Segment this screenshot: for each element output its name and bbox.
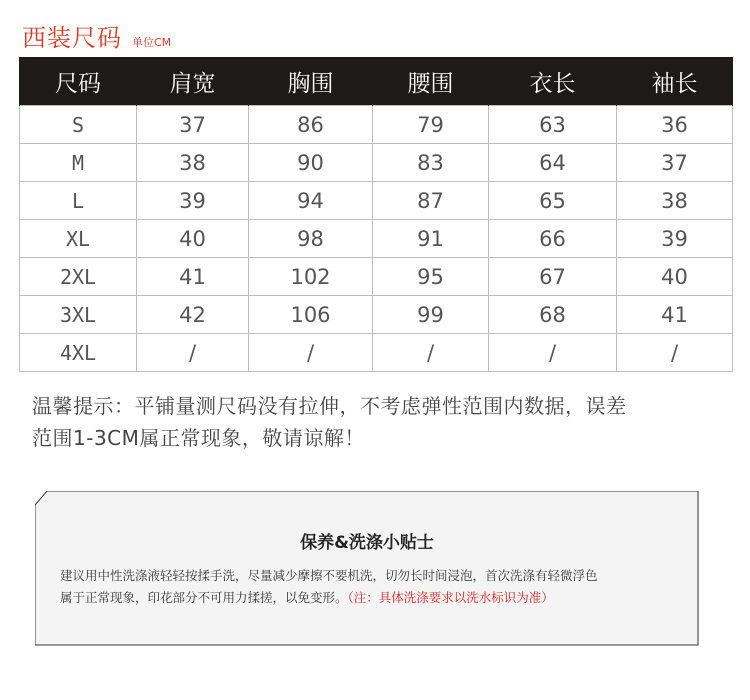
table-cell: 68 [489,296,617,334]
table-cell: / [373,334,489,372]
size-cell: M [20,144,137,182]
table-cell: 79 [373,106,489,144]
care-text [60,565,685,609]
header-size: 尺码 [20,57,137,106]
care-line-2 [60,587,685,609]
table-cell: 64 [489,144,617,182]
table-cell: 37 [617,144,733,182]
header-sleeve: 袖长 [617,57,733,106]
table-cell: 94 [249,182,373,220]
table-cell: 39 [137,182,249,220]
table-cell: 87 [373,182,489,220]
table-header-row [20,57,733,106]
table-row [20,334,733,372]
table-cell: 91 [373,220,489,258]
table-cell: 65 [489,182,617,220]
table-cell: 66 [489,220,617,258]
table-cell: 98 [249,220,373,258]
header-chest: 胸围 [249,57,373,106]
size-cell: 3XL [20,296,137,334]
table-cell: 99 [373,296,489,334]
table-cell: 106 [249,296,373,334]
size-cell: XL [20,220,137,258]
table-cell: 37 [137,106,249,144]
size-cell: 2XL [20,258,137,296]
table-cell: 41 [137,258,249,296]
table-cell: / [249,334,373,372]
chart-title [22,18,171,53]
size-cell: L [20,182,137,220]
note-line-1: 温馨提示：平铺量测尺码没有拉伸，不考虑弹性范围内数据，误差 [32,394,627,418]
table-cell: 36 [617,106,733,144]
table-cell: / [137,334,249,372]
table-cell: 90 [249,144,373,182]
header-length: 衣长 [489,57,617,106]
table-row [20,106,733,144]
table-cell: 102 [249,258,373,296]
table-cell: 40 [137,220,249,258]
table-row [20,220,733,258]
table-cell: 67 [489,258,617,296]
measurement-note [32,390,732,454]
care-tips-box [35,491,699,646]
size-table [19,57,733,372]
table-cell: 42 [137,296,249,334]
table-cell: 38 [617,182,733,220]
table-row [20,296,733,334]
size-cell: 4XL [20,334,137,372]
care-line-1: 建议用中性洗涤液轻轻按揉手洗，尽量减少摩擦不要机洗，切勿长时间浸泡，首次洗涤有轻微浮色 [60,568,598,583]
note-line-2: 范围1-3CM属正常现象，敬请谅解！ [32,426,365,450]
size-cell: S [20,106,137,144]
care-line-2-text: 属于正常现象，印花部分不可用力揉搓，以免变形。 [60,590,348,605]
table-cell: 86 [249,106,373,144]
table-cell: 38 [137,144,249,182]
table-cell: 41 [617,296,733,334]
table-row [20,144,733,182]
table-cell: 63 [489,106,617,144]
table-cell: 95 [373,258,489,296]
table-cell: / [617,334,733,372]
care-warning-note: （注：具体洗涤要求以洗水标识为准） [347,590,554,605]
size-chart-title: 西装尺码 [22,24,122,52]
table-cell: 39 [617,220,733,258]
table-row [20,182,733,220]
table-cell: 40 [617,258,733,296]
table-row [20,258,733,296]
table-cell: 83 [373,144,489,182]
unit-label: 单位CM [132,36,172,49]
header-waist: 腰围 [373,57,489,106]
header-shoulder: 肩宽 [137,57,249,106]
table-cell: / [489,334,617,372]
care-title: 保养&洗涤小贴士 [300,533,434,553]
